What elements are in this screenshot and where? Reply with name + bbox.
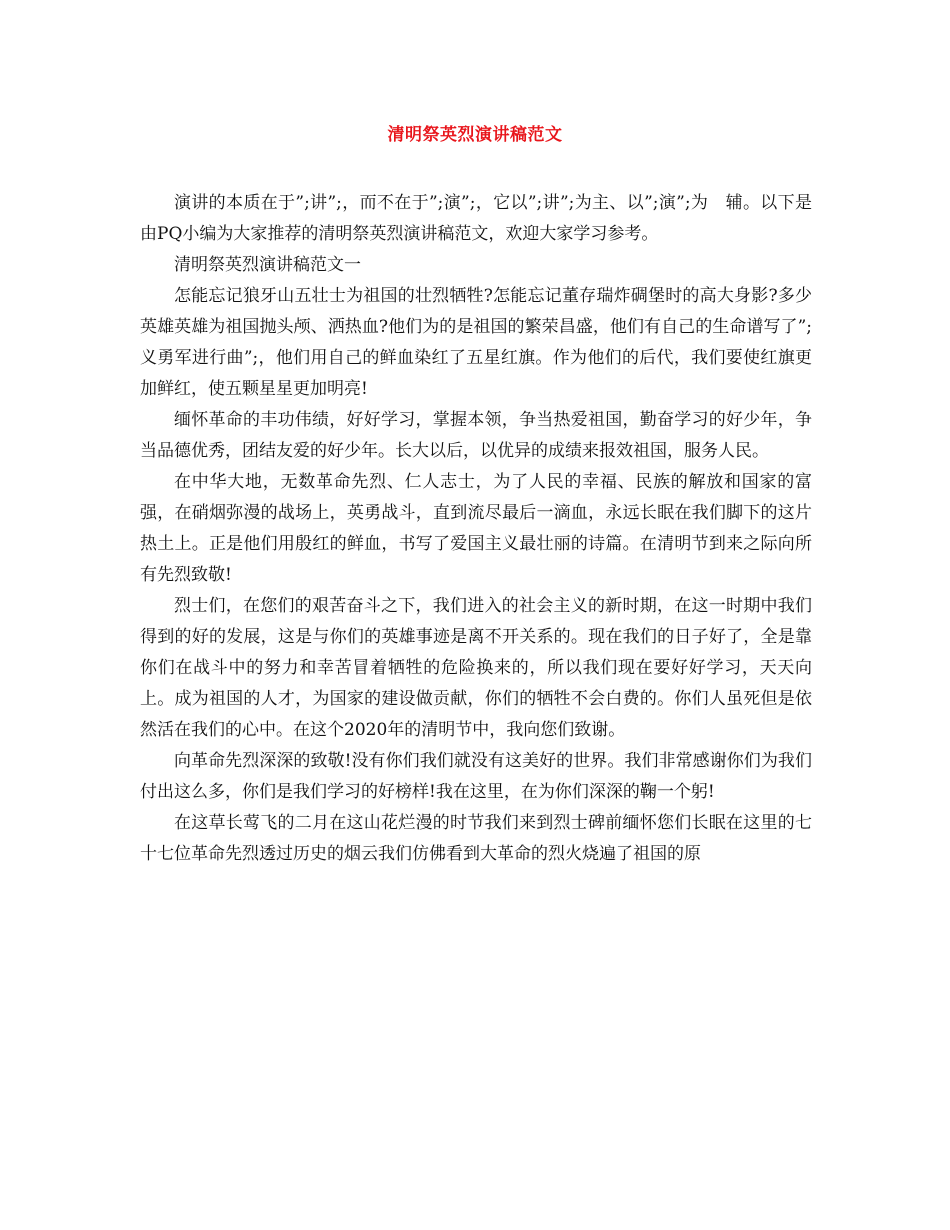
section-heading: 清明祭英烈演讲稿范文一: [174, 255, 361, 275]
paragraph: 怎能忘记狼牙山五壮士为祖国的壮烈牺牲?怎能忘记董存瑞炸碉堡时的高大身影?多少英雄英雄为祖国抛头颅、洒热血?他们为的是祖国的繁荣昌盛，他们有自己的生命谱写了”;义勇军进行曲”;，他们用自己的鲜血染红了五星红旗。作为他们的后代，我们要使红旗更加鲜红，使五颗星星更加明亮!: [140, 286, 812, 399]
paragraph: 缅怀革命的丰功伟绩，好好学习，掌握本领，争当热爱祖国，勤奋学习的好少年，争当品德优秀，团结友爱的好少年。长大以后，以优异的成绩来报效祖国，服务人民。: [140, 410, 812, 461]
paragraph: 烈士们，在您们的艰苦奋斗之下，我们进入的社会主义的新时期，在这一时期中我们得到的好的发展，这是与你们的英雄事迹是离不开关系的。现在我们的日子好了，全是靠你们在战斗中的努力和幸苦冒着牺牲的危险换来的，所以我们现在要好好学习，天天向上。成为祖国的人才，为国家的建设做贡献，你们的牺牲不会白费的。你们人虽死但是依然活在我们的心中。在这个2020年的清明节中，我向您们致谢。: [140, 596, 812, 740]
document-title: 清明祭英烈演讲稿范文: [387, 125, 563, 145]
paragraph: 在中华大地，无数革命先烈、仁人志士，为了人民的幸福、民族的解放和国家的富强，在硝烟弥漫的战场上，英勇战斗，直到流尽最后一滴血，永远长眠在我们脚下的这片热土上。正是他们用殷红的鲜血，书写了爱国主义最壮丽的诗篇。在清明节到来之际向所有先烈致敬!: [140, 472, 812, 585]
paragraph: 在这草长莺飞的二月在这山花烂漫的时节我们来到烈士碑前缅怀您们长眠在这里的七十七位革命先烈透过历史的烟云我们仿佛看到大革命的烈火烧遍了祖国的原: [140, 813, 812, 864]
document-body: [140, 188, 812, 870]
paragraph: 向革命先烈深深的致敬!没有你们我们就没有这美好的世界。我们非常感谢你们为我们付出这么多，你们是我们学习的好榜样!我在这里，在为你们深深的鞠一个躬!: [140, 751, 812, 802]
paragraph-intro: 演讲的本质在于”;讲”;，而不在于”;演”;，它以”;讲”;为主、以”;演”;为 辅。以下是由PQ小编为大家推荐的清明祭英烈演讲稿范文，欢迎大家学习参考。: [140, 193, 812, 244]
